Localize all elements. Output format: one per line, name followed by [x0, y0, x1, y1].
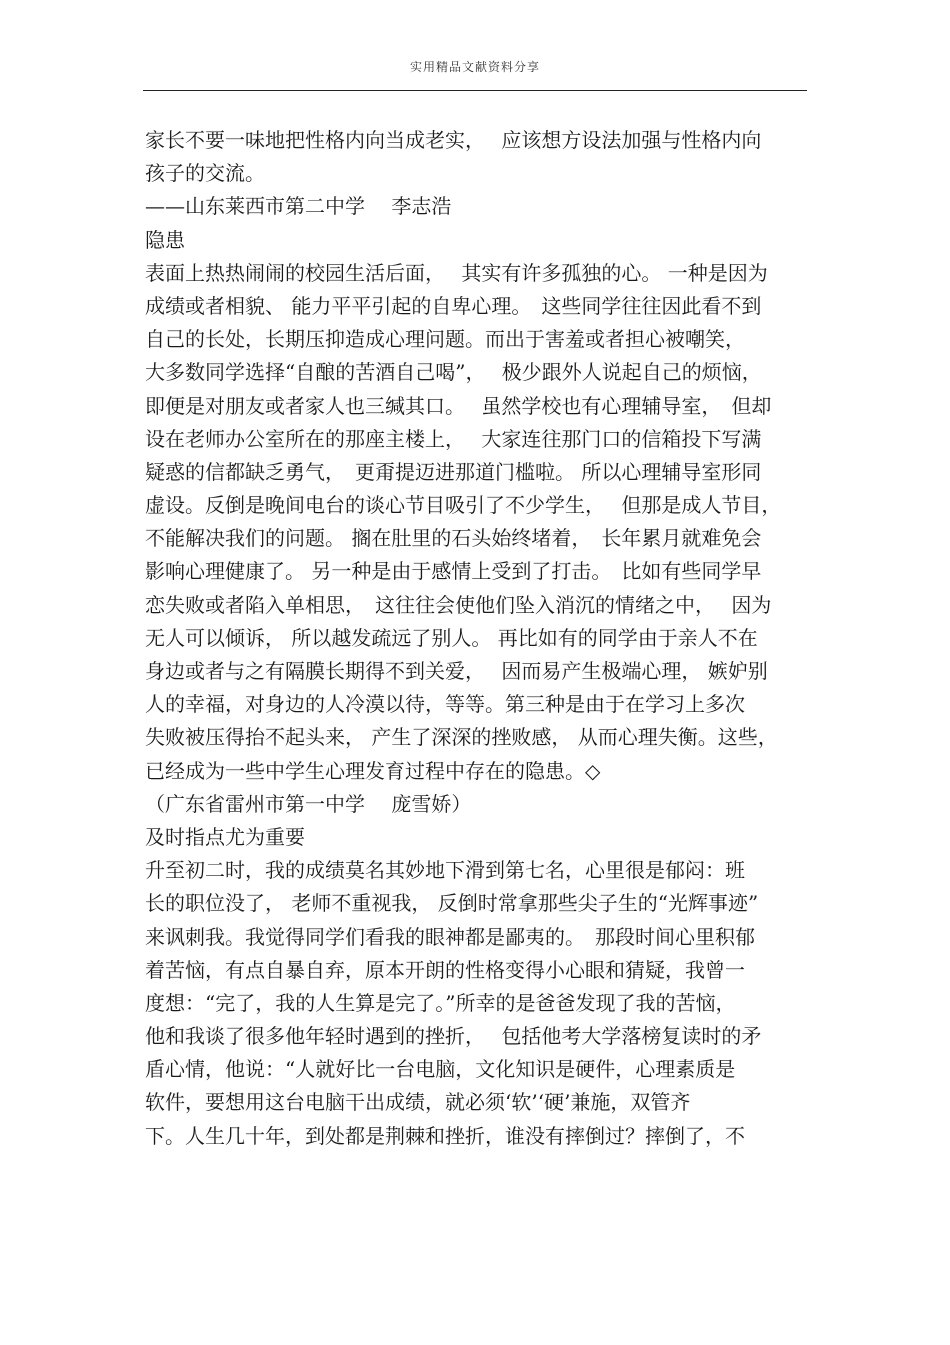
text-line: 成绩或者相貌、 能力平平引起的自卑心理。 这些同学往往因此看不到: [145, 293, 762, 318]
section-heading: 隐患: [145, 227, 185, 252]
author-credit: ——山东莱西市第二中学 李志浩: [145, 194, 452, 219]
text-line: 不能解决我们的问题。 搁在肚里的石头始终堵着， 长年累月就难免会: [145, 526, 762, 551]
page-header-title: 实用精品文献资料分享: [409, 60, 540, 74]
text-line: 表面上热热闹闹的校园生活后面， 其实有许多孤独的心。 一种是因为: [145, 260, 768, 285]
text-line: 升至初二时，我的成绩莫名其妙地下滑到第七名，心里很是郁闷：班: [145, 858, 745, 883]
text-line: 下。人生几十年，到处都是荆棘和挫折，谁没有摔倒过？摔倒了，不: [145, 1123, 745, 1148]
text-line: 人的幸福，对身边的人冷漠以待，等等。第三种是由于在学习上多次: [145, 692, 745, 717]
text-line: 设在老师办公室所在的那座主楼上， 大家连往那门口的信箱投下写满: [145, 426, 762, 451]
text-line: 度想：“完了，我的人生算是完了。”所幸的是爸爸发现了我的苦恼，: [145, 990, 736, 1015]
header-divider: [143, 90, 807, 91]
text-line: 他和我谈了很多他年轻时遇到的挫折， 包括他考大学落榜复读时的矛: [145, 1024, 762, 1049]
text-line: 恋失败或者陷入单相思， 这往往会使他们坠入消沉的情绪之中， 因为: [145, 592, 772, 617]
text-line: 影响心理健康了。 另一种是由于感情上受到了打击。 比如有些同学早: [145, 559, 762, 584]
text-line: 虚设。反倒是晚间电台的谈心节目吸引了不少学生， 但那是成人节目，: [145, 493, 782, 518]
text-line: 家长不要一味地把性格内向当成老实， 应该想方设法加强与性格内向: [145, 128, 762, 152]
text-line: 已经成为一些中学生心理发育过程中存在的隐患。◇: [145, 758, 601, 783]
text-line: 疑惑的信都缺乏勇气， 更甭提迈进那道门槛啦。 所以心理辅导室形同: [145, 459, 762, 484]
section-heading: 及时指点尤为重要: [145, 824, 305, 849]
text-line: 盾心情，他说：“人就好比一台电脑，文化知识是硬件，心理素质是: [145, 1057, 736, 1082]
author-credit: （广东省雷州市第一中学 庞雪娇）: [145, 791, 472, 816]
text-line: 即便是对朋友或者家人也三缄其口。 虽然学校也有心理辅导室， 但却: [145, 393, 772, 418]
text-line: 来讽刺我。我觉得同学们看我的眼神都是鄙夷的。 那段时间心里积郁: [145, 924, 755, 949]
text-line: 长的职位没了， 老师不重视我， 反倒时常拿那些尖子生的“光辉事迹”: [145, 891, 759, 916]
text-line: 失败被压得抬不起头来， 产生了深深的挫败感， 从而心理失衡。这些，: [145, 725, 778, 750]
text-line: 孩子的交流。: [145, 161, 265, 186]
document-body: [145, 124, 817, 1153]
text-line: 自己的长处，长期压抑造成心理问题。而出于害羞或者担心被嘲笑，: [145, 327, 745, 352]
text-line: 大多数同学选择“自酿的苦酒自己喝”， 极少跟外人说起自己的烦恼，: [145, 360, 762, 385]
text-line: 无人可以倾诉， 所以越发疏远了别人。 再比如有的同学由于亲人不在: [145, 625, 758, 650]
text-line: 着苦恼，有点自暴自弃，原本开朗的性格变得小心眼和猜疑，我曾一: [145, 957, 745, 982]
text-line: 软件，要想用这台电脑干出成绩，就必须‘软’‘硬’兼施，双管齐: [145, 1090, 691, 1115]
text-line: 身边或者与之有隔膜长期得不到关爱， 因而易产生极端心理， 嫉妒别: [145, 659, 768, 683]
